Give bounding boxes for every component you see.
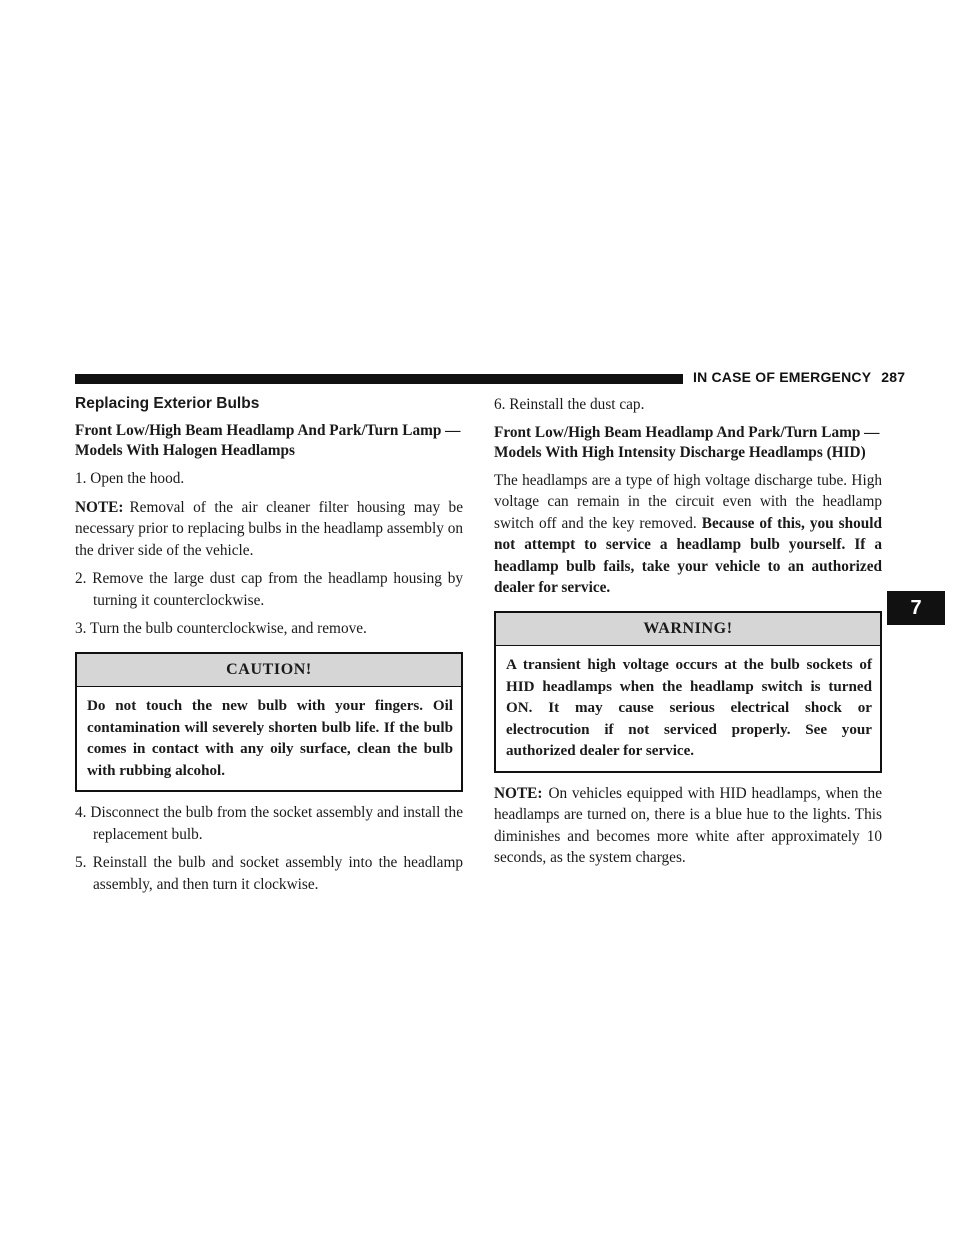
note-label: NOTE:: [75, 498, 124, 516]
running-header: [693, 369, 905, 385]
caution-body: Do not touch the new bulb with your fingers. Oil contamination will severely shorten bulb life. If the bulb comes in contact with any oily surface, clean the bulb with rubbing alcohol.: [87, 698, 453, 779]
step-1: 1. Open the hood.: [75, 470, 185, 487]
warning-body: A transient high voltage occurs at the bulb sockets of HID headlamps when the headlamp switch is turned ON. It may cause serious electrical shock or electrocution if not serviced properly. See your authorized dealer for service.: [506, 657, 872, 759]
step-5: 5. Reinstall the bulb and socket assembly into the headlamp assembly, and then turn it clockwise.: [75, 854, 463, 893]
header-rule: [75, 374, 683, 384]
hid-note-label: NOTE:: [494, 784, 543, 802]
hid-note-paragraph: [494, 783, 882, 869]
left-column: [75, 394, 463, 902]
step-2: 2. Remove the large dust cap from the headlamp housing by turning it counterclockwise.: [75, 570, 463, 609]
hid-intro-bold: Because of this, you should not attempt to service a headlamp bulb yourself. If a headlamp bulb fails, take your vehicle to an authorized dealer for service.: [494, 514, 883, 596]
caution-title: CAUTION!: [77, 654, 461, 688]
caution-box: [75, 652, 463, 793]
page-number: 287: [881, 369, 906, 385]
hid-intro-text: The headlamps are a type of high voltage discharge tube. High voltage can remain in the circuit even with the headlamp switch off and the key removed.: [494, 471, 882, 532]
section-title: Replacing Exterior Bulbs: [75, 395, 260, 412]
halogen-subheading: Front Low/High Beam Headlamp And Park/Turn Lamp — Models With Halogen Headlamps: [75, 422, 461, 459]
step-4: 4. Disconnect the bulb from the socket assembly and install the replacement bulb.: [75, 804, 463, 843]
right-column: [494, 394, 882, 876]
header-section-title: IN CASE OF EMERGENCY: [693, 369, 872, 385]
chapter-tab: 7: [887, 591, 945, 625]
warning-box: [494, 611, 882, 773]
note-text: Removal of the air cleaner filter housing may be necessary prior to replacing bulbs in the headlamp assembly on the driver side of the vehicle.: [75, 498, 463, 559]
note-paragraph: [75, 497, 463, 562]
hid-intro-paragraph: [494, 470, 882, 599]
warning-title: WARNING!: [496, 613, 880, 647]
hid-subheading: Front Low/High Beam Headlamp And Park/Turn Lamp — Models With High Intensity Discharge Headlamps (HID): [494, 423, 880, 461]
hid-note-text: On vehicles equipped with HID headlamps, when the headlamps are turned on, there is a blue hue to the lights. This diminishes and becomes more white after approximately 10 seconds, as the system charges.: [494, 784, 882, 866]
step-6: 6. Reinstall the dust cap.: [494, 396, 645, 413]
step-3: 3. Turn the bulb counterclockwise, and remove.: [75, 620, 367, 637]
